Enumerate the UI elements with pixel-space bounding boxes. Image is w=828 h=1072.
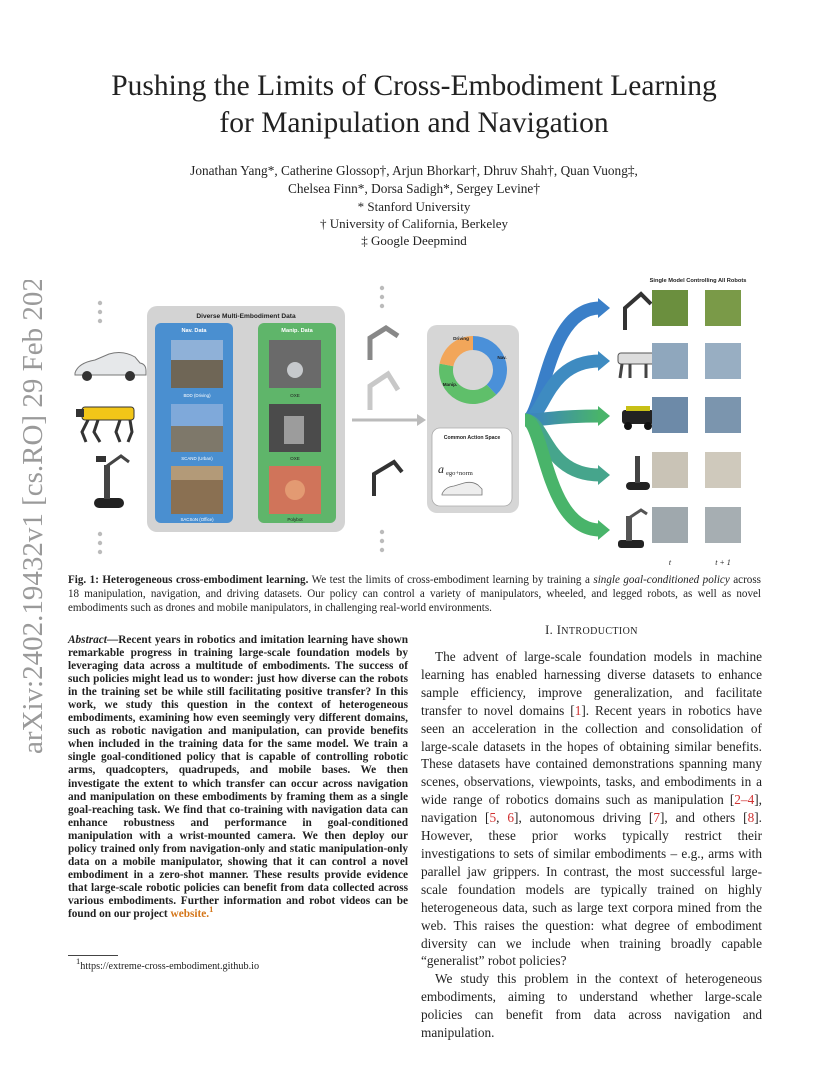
authors-line-2: Chelsea Finn*, Dorsa Sadigh*, Sergey Levine† — [288, 181, 540, 196]
action-symbol: a — [438, 462, 444, 476]
observation-thumbnails — [652, 290, 741, 543]
citation-5[interactable]: 5 — [489, 810, 497, 826]
nav-label-sacson: SACSoN (Office) — [180, 517, 214, 522]
time-label-t: t — [668, 558, 672, 567]
project-website-link[interactable]: website. — [170, 907, 210, 920]
section-heading-introduction: I. INTRODUCTION — [545, 623, 638, 637]
donut-label-nav: Nav. — [497, 355, 507, 360]
right-mobile-manipulator-icon — [618, 510, 647, 548]
nav-label-scand: SCAND (Urban) — [181, 456, 213, 461]
right-robot-arm-icon — [625, 294, 651, 330]
introduction-column — [421, 623, 762, 1042]
caption-text-1: We test the limits of cross-embodiment learning by training a — [308, 574, 594, 586]
citation-2-4[interactable]: 2–4 — [734, 792, 755, 808]
affiliations — [60, 198, 768, 249]
citation-7[interactable]: 7 — [653, 810, 660, 826]
mobile-manipulator-icon — [94, 456, 129, 508]
footnote — [76, 956, 260, 973]
figure-caption — [68, 573, 761, 615]
authors-line-1: Jonathan Yang*, Catherine Glossop†, Arjun Bhorkar†, Dhruv Shah†, Quan Vuong‡, — [190, 163, 638, 178]
footnote-number: 1 — [76, 956, 81, 966]
manip-label-oxe-1: OXE — [290, 393, 300, 398]
citation-6[interactable]: 6 — [507, 810, 515, 826]
donut-label-driving: Driving — [453, 336, 469, 341]
intro-paragraph-1: The advent of large-scale foundation models in machine learning has enabled harnessing diverse datasets to enhance sample efficiency, improve generalization, and facilitate transfer to novel domains [1]. Recent years in robotics have seen an acceleration in the collection and consolidation of large-scale datasets in the hopes of obtaining similar benefits. These datasets have contained demonstrations spanning many scenes, observations, viewpoints, tasks, and embodiments in a wide range of robotics domains such as manipulation [2–4], navigation [5, 6], autonomous driving [7], and others [8]. However, these prior works typically restrict their investigations to sets of similar embodiments – e.g., arms with parallel jaw grippers. In contrast, the most successful large-scale foundation models are typically trained on highly heterogeneous data, such as large text corpora mined from the web. This raises the question: what degree of embodiment diversity can we include when training broadly capable “generalist” robot policies? — [421, 649, 762, 969]
title-line-2: for Manipulation and Navigation — [219, 107, 609, 139]
footnote-url[interactable]: https://extreme-cross-embodiment.github.io — [80, 961, 260, 972]
manip-data-header: Manip. Data — [281, 328, 313, 334]
time-label-t-plus-1: t + 1 — [715, 558, 731, 567]
ellipsis-dots-left — [98, 301, 102, 554]
figure-1 — [70, 270, 770, 570]
arxiv-id-text: arXiv:2402.19432v1 [cs.RO] 29 Feb 2024 — [17, 280, 49, 754]
abstract-label: Abstract — [68, 634, 107, 646]
robot-arm-icon-3 — [374, 462, 402, 496]
abstract-text: —Recent years in robotics and imitation learning have shown remarkable progress in training large-scale foundation models by leveraging data across a multitude of embodiments. The success of such policies might lead us to wonder: just how diverse can the robots in the training set be while still facilitating positive transfer? In this work, we study this question in the context of heterogeneous embodiments, examining how even seemingly very different domains, such as robotic navigation and manipulation, can provide benefits when included in the training data for the same model. We train a single goal-conditioned policy that is capable of controlling robotic arms, quadcopters, quadrupeds, and mobile bases. We then investigate the extent to which transfer can occur across navigation and manipulation on these embodiments by framing them as a single goal-reaching task. We find that co-training with navigation data can enhance robustness and performance in goal-conditioned manipulation with a wrist-mounted camera. We then deploy our policy trained only from navigation-only and static manipulation-only data on a mobile manipulator, showing that it can control a novel embodiment in a zero-shot manner. These results provide evidence that large-scale robotic policies can benefit from data collected across various embodiments. Further information and robot videos can be found on our project — [68, 634, 408, 920]
footnote-mark[interactable]: 1 — [209, 903, 214, 914]
manip-label-oxe-2: OXE — [290, 456, 300, 461]
title-line-1: Pushing the Limits of Cross-Embodiment Learning — [111, 70, 717, 102]
affiliation-berkeley: † University of California, Berkeley — [319, 216, 509, 231]
nav-data-header: Nav. Data — [181, 328, 207, 334]
caption-label: Fig. 1: Heterogeneous cross-embodiment learning. — [68, 574, 309, 586]
data-panel-title: Diverse Multi-Embodiment Data — [196, 313, 296, 320]
output-arrows — [525, 298, 610, 540]
action-space-label: Common Action Space — [443, 435, 501, 441]
robot-arm-icon-2 — [370, 374, 398, 410]
action-subscript: ego+norm — [446, 470, 473, 477]
affiliation-deepmind: ‡ Google Deepmind — [361, 233, 467, 248]
donut-label-manip: Manip. — [442, 382, 458, 387]
abstract — [68, 634, 408, 921]
caption-italic: single goal-conditioned policy — [593, 574, 730, 586]
right-panel-title: Single Model Controlling All Robots — [649, 278, 747, 284]
arxiv-identifier — [6, 280, 56, 760]
abstract-column — [68, 634, 408, 921]
citation-1[interactable]: 1 — [574, 702, 582, 718]
caption-text-2: across 18 manipulation, navigation, and driving datasets. Our policy can control a variety of manipulators, wheeled, and legged robots, as well as novel embodiments such as drones and mobile manipulators, in challenging real-world environments. — [68, 574, 761, 614]
intro-paragraph-2: We study this problem in the context of heterogeneous embodiments, aiming to understand whether large-scale policies can benefit from data across navigation and manipulation. — [421, 971, 762, 1041]
paper-title — [60, 68, 768, 142]
citation-8[interactable]: 8 — [747, 810, 755, 826]
nav-label-bdd: BDD (Driving) — [183, 393, 211, 398]
car-robot-icon — [75, 353, 146, 381]
right-mobile-base-icon — [626, 456, 650, 490]
quadruped-robot-icon — [76, 407, 134, 442]
robot-arm-icon-1 — [370, 328, 398, 360]
author-list — [60, 162, 768, 198]
right-wheeled-robot-icon — [622, 406, 654, 430]
manip-label-polybot: Polybot — [287, 517, 303, 522]
affiliation-stanford: * Stanford University — [357, 199, 471, 214]
